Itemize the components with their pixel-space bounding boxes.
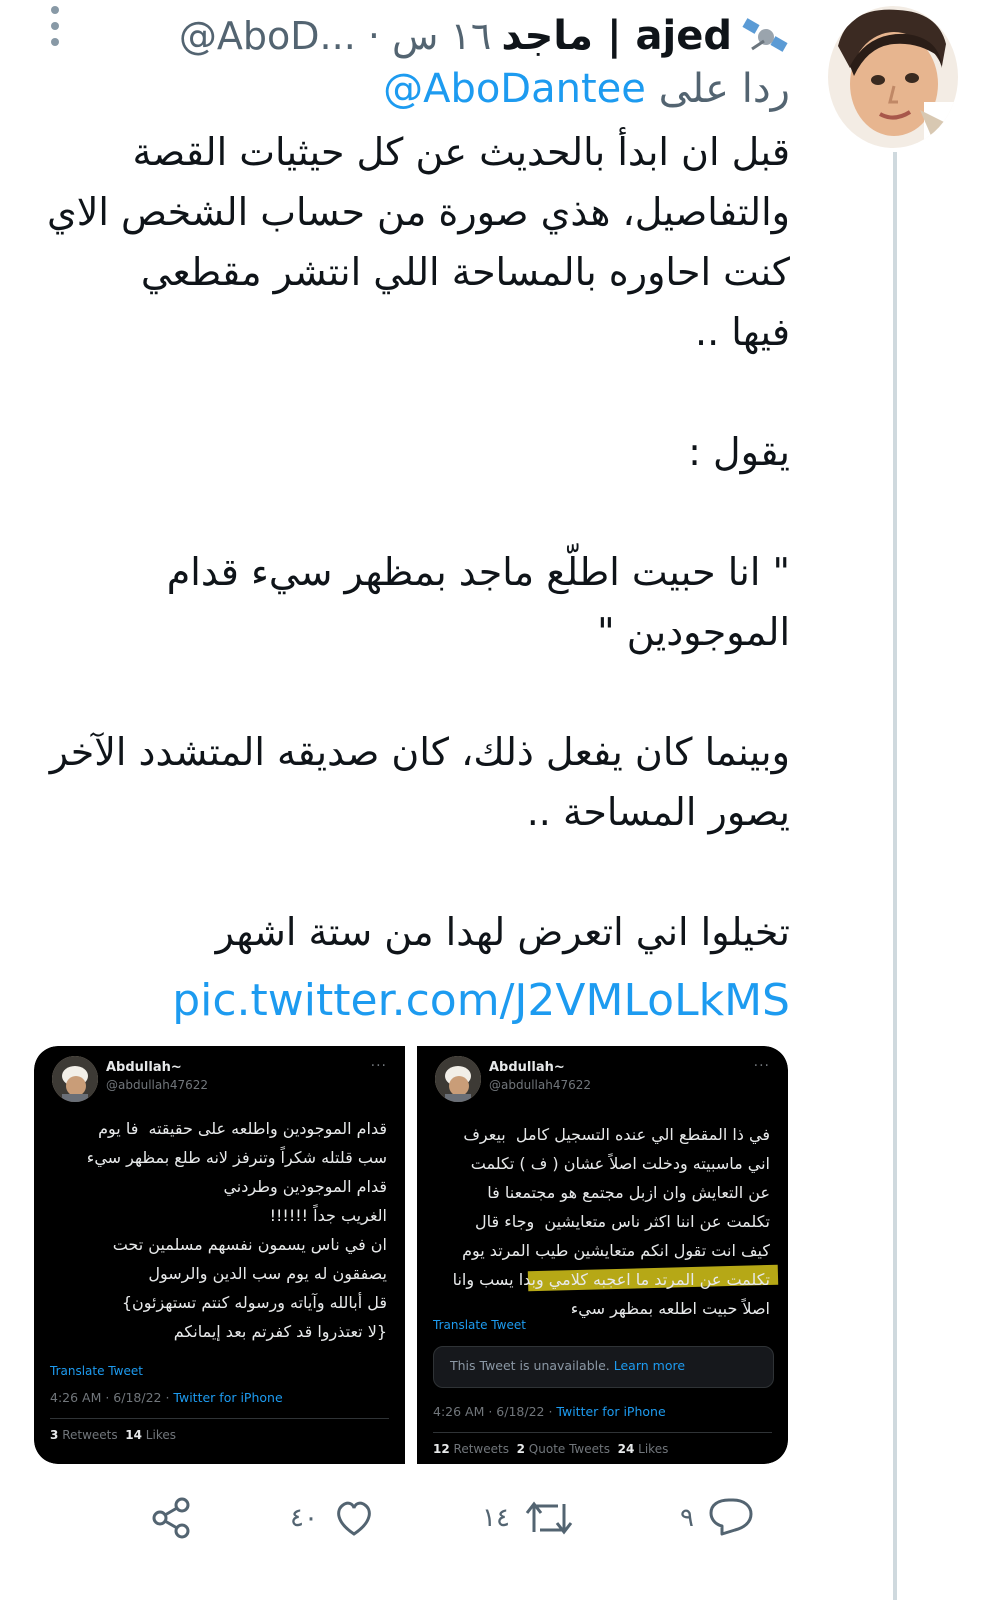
retweet-icon bbox=[524, 1496, 574, 1540]
screenshot-more-icon: ··· bbox=[370, 1058, 387, 1074]
screenshot-tweet-text: في ذا المقطع الي عنده التسجيل كامل بيعرف اني ماسبيته ودخلت اصلاً عشان ( ف ) تكلمت عن التعايش وان ازبل مجتمع هو مجتمعنا فا تكلمت عن اننا اكثر ناس متعايشين وجاء قال كيف انت تقول انكم متعايشين طيب المرتد يوم تكلمت عن المرتد ما اعجبه كلامي وبدا يسب وانا اصلاً حبيت اطلعه بمظهر سيء bbox=[452, 1125, 770, 1318]
thread-connector-line bbox=[893, 152, 897, 1600]
reply-mention-link[interactable]: @AboDantee bbox=[383, 66, 646, 112]
satellite-emoji-icon bbox=[742, 15, 790, 57]
share-icon bbox=[150, 1496, 194, 1540]
tweet-text: قبل ان ابدأ بالحديث عن كل حيثيات القصة والتفاصيل، هذي صورة من حساب الشخص الاي كنت احاوره بالمساحة اللي انتشر مقطعي فيها .. يقول : " انا حبيت اطلّع ماجد بمظهر سيء قدام الموجودين " وبينما كان يفعل ذلك، كان صديقه المتشدد الآخر يصور المساحة .. تخيلوا اني اتعرض لهدا من ستة اشهر bbox=[46, 130, 790, 954]
screenshot-author-name: Abdullah~ bbox=[106, 1060, 182, 1075]
screenshot-author-handle: @abdullah47622 bbox=[106, 1078, 208, 1092]
tweet-header bbox=[179, 8, 790, 64]
reply-label: ردا على bbox=[658, 66, 790, 112]
tweet-media-grid[interactable] bbox=[34, 1046, 788, 1464]
media-screenshot-left[interactable] bbox=[34, 1046, 405, 1464]
retweet-button[interactable] bbox=[482, 1488, 574, 1548]
author-name[interactable]: ajed | ماجد bbox=[501, 13, 732, 59]
like-count: ٤٠ bbox=[290, 1503, 318, 1533]
retweets-count: 12 bbox=[433, 1442, 450, 1456]
tweet-time: · ١٦ س bbox=[367, 14, 492, 58]
like-icon bbox=[332, 1496, 376, 1540]
screenshot-source: Twitter for iPhone bbox=[173, 1390, 283, 1405]
likes-count: 14 bbox=[125, 1428, 142, 1442]
retweets-count: 3 bbox=[50, 1428, 59, 1442]
screenshot-more-icon: ··· bbox=[753, 1058, 770, 1074]
quotes-count: 2 bbox=[516, 1442, 525, 1456]
handle-text[interactable]: @AboD... bbox=[178, 14, 356, 58]
screenshot-stats bbox=[433, 1442, 668, 1456]
screenshot-author-handle: @abdullah47622 bbox=[489, 1078, 591, 1092]
tweet-media-link[interactable]: pic.twitter.com/J2VMLoLkMS bbox=[172, 975, 790, 1026]
abdullah-avatar bbox=[52, 1056, 98, 1102]
likes-label: Likes bbox=[145, 1428, 176, 1442]
share-button[interactable] bbox=[150, 1488, 194, 1548]
likes-label: Likes bbox=[638, 1442, 669, 1456]
screenshot-translate-link: Translate Tweet bbox=[433, 1318, 526, 1332]
avatar-portrait-icon bbox=[828, 6, 958, 148]
retweets-label: Retweets bbox=[62, 1428, 118, 1442]
media-screenshot-right[interactable] bbox=[417, 1046, 788, 1464]
reply-button[interactable] bbox=[680, 1488, 754, 1548]
screenshot-tweet-text: قدام الموجودين واطلعه على حقيقته فا يوم سب قلتله شكراً وتنرفز لانه طلع بمظهر سيء قدام الموجودين وطردني الغريب جداً !!!!!! ان في ناس يسمون نفسهم مسلمين تحت يصفقون له يوم سب الدين والرسول قل أبالله وآياته ورسوله كنتم تستهزئون} {لا تعتذروا قد كفرتم بعد إيمانكم bbox=[86, 1119, 387, 1341]
retweet-count: ١٤ bbox=[482, 1503, 510, 1533]
learn-more-link: Learn more bbox=[613, 1358, 686, 1373]
screenshot-timestamp bbox=[433, 1404, 666, 1419]
screenshot-timestamp bbox=[50, 1390, 283, 1405]
tweet-action-bar bbox=[150, 1488, 790, 1548]
screenshot-divider bbox=[50, 1418, 389, 1419]
author-handle bbox=[179, 14, 491, 58]
screenshot-time: 4:26 AM · 6/18/22 · bbox=[433, 1404, 557, 1419]
author-avatar[interactable] bbox=[828, 6, 958, 148]
unavailable-text: This Tweet is unavailable. bbox=[450, 1358, 614, 1373]
like-button[interactable] bbox=[290, 1488, 376, 1548]
screenshot-translate-link: Translate Tweet bbox=[50, 1364, 143, 1378]
more-options-icon[interactable] bbox=[48, 6, 62, 46]
abdullah-avatar bbox=[435, 1056, 481, 1102]
quotes-label: Quote Tweets bbox=[528, 1442, 610, 1456]
screenshot-time: 4:26 AM · 6/18/22 · bbox=[50, 1390, 174, 1405]
retweets-label: Retweets bbox=[453, 1442, 509, 1456]
reply-count: ٩ bbox=[680, 1503, 694, 1533]
reply-context bbox=[383, 66, 790, 112]
unavailable-tweet-box bbox=[433, 1346, 774, 1388]
reply-icon bbox=[708, 1496, 754, 1540]
likes-count: 24 bbox=[617, 1442, 635, 1456]
screenshot-author-name: Abdullah~ bbox=[489, 1060, 565, 1075]
screenshot-divider bbox=[433, 1432, 772, 1433]
screenshot-stats bbox=[50, 1428, 176, 1442]
screenshot-source: Twitter for iPhone bbox=[556, 1404, 666, 1419]
